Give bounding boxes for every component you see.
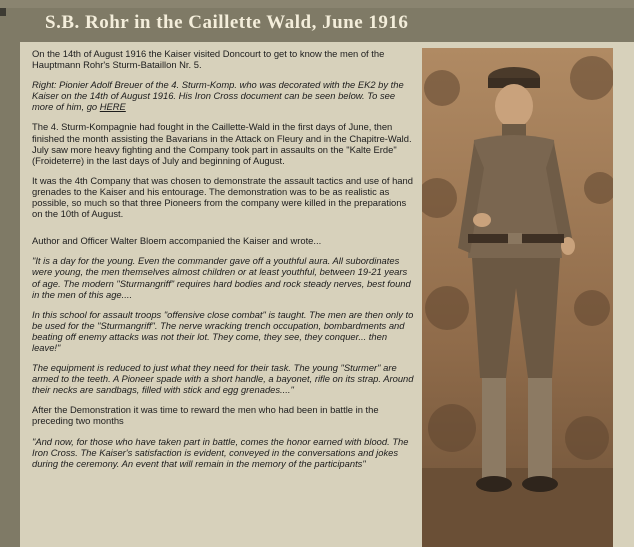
paragraph-bloem: Author and Officer Walter Bloem accompanied the Kaiser and wrote...: [32, 235, 322, 247]
caption-text: Right: Pionier Adolf Breuer of the 4. Sturm-Komp. who was decorated with the EK2 by the Kaiser on the 14th of August 1916. His Iron Cross document can be seen below. To see more of him, go: [32, 79, 404, 113]
paragraph-intro: On the 14th of August 1916 the Kaiser visited Doncourt to get to know the men of the Hauptmann Rohr's Sturm-Bataillon Nr. 5.: [32, 48, 385, 71]
top-strip: [0, 0, 634, 8]
paragraph-caption: [32, 79, 417, 112]
corner-mark: [0, 8, 6, 16]
quote-iron-cross: "And now, for those who have taken part in battle, comes the honor earned with blood. The Iron Cross. The Kaiser's satisfaction is evident, conveyed in the conversations and jokes during the ceremony. An event that will remain in the memory of the participants": [32, 435, 409, 469]
paragraph-reward: After the Demonstration it was time to reward the men who had been in battle in the preceding two months: [32, 404, 379, 427]
portrait-photo-icon: [422, 48, 613, 547]
article-text: [32, 48, 417, 478]
page-title: S.B. Rohr in the Caillette Wald, June 1916: [45, 12, 409, 33]
quote-equipment: The equipment is reduced to just what they need for their task. The young "Sturmer" are armed to the teeth. A Pioneer spade with a short handle, a bayonet, rifle on its strap. Around their necks are sandbags, filled with stick and egg grenades....": [32, 362, 414, 396]
quote-school: In this school for assault troops "offensive close combat" is taught. The men are then only to be used for the "Sturmangriff". The nerve wracking trench occupation, bombardments and beating off enemy attacks was not their lot. They come, they see, they conquer... then leave!": [32, 308, 414, 353]
here-link[interactable]: HERE: [99, 101, 126, 113]
soldier-portrait-photo: [422, 48, 613, 547]
quote-young: "It is a day for the young. Even the commander gave off a youthful aura. All subordinates were young, the men themselves almost children or at least youthful, between 19-21 years of age. The modern "Sturmangriff" requires hard bodies and rock steady nerves, best found in the men of this age....: [32, 255, 411, 300]
paragraph-demonstration: It was the 4th Company that was chosen to demonstrate the assault tactics and use of hand grenades to the Kaiser and his entourage. The demonstration was to be as realistic as possible, so much so that three Pioneers from the company were killed in the preparations on the 10th of August.: [32, 174, 413, 220]
paragraph-company-history: The 4. Sturm-Kompagnie had fought in the Caillette-Wald in the first days of June, then finished the month assisting the Bavarians in the Attack on Fleury and in the Chapitre-Wald. July saw more heavy fighting and the Company took part in assaults on the "Kalte Erde" (Froideterre) in the last days of July and beginning of August.: [32, 121, 412, 166]
